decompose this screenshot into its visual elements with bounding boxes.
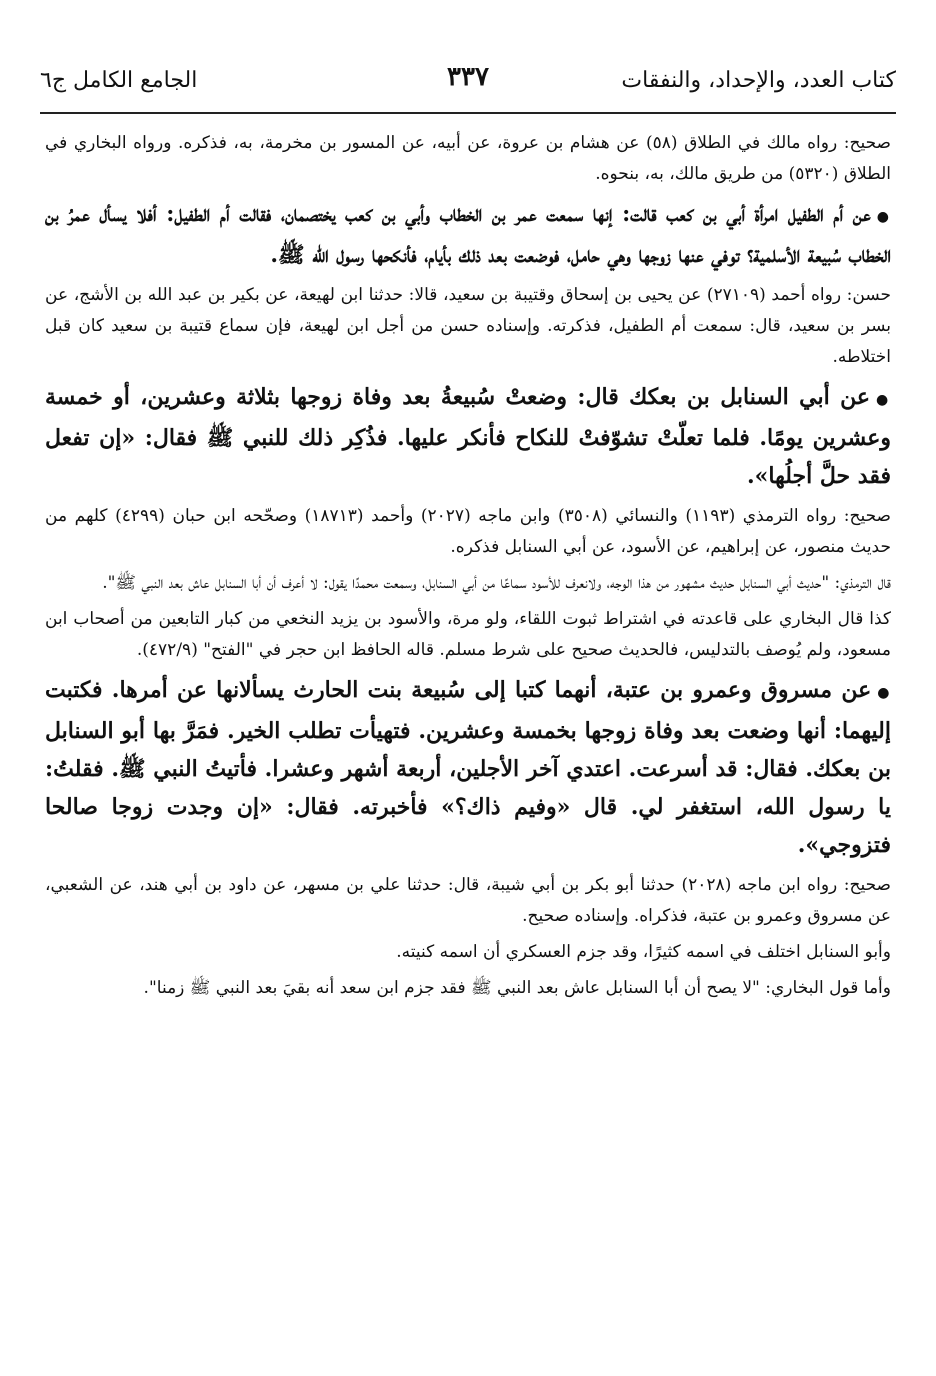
commentary-paragraph: قال الترمذي: "حديث أبي السنابل حديث مشهور من هذا الوجه، ولانعرف للأسود سماعًا من أبي السنابل، وسمعت محمدًا يقول: لا أعرف أن أبا السنابل عاش بعد النبي ﷺ". (102, 573, 891, 593)
hadith-paragraph: ●عن مسروق وعمرو بن عتبة، أنهما كتبا إلى سُبيعة بنت الحارث يسألانها عن أمرها. فكتبت إليهما: أنها وضعت بعد وفاة زوجها بخمسة وعشرين. فتهيأت تطلب الخير. فمَرَّ بها أبو السنابل بن بعكك. فقال: قد أسرعت. اعتدي آخر الأجلين، أربعة أشهر وعشرا. فأتيتُ النبي ﷺ. فقلتُ: يا رسول الله، استغفر لي. قال «وفيم ذاك؟» فأخبرته. فقال: «إن وجدت زوجا صالحا فتزوجي». (45, 677, 891, 858)
book-title: الجامع الكامل ج٦ (40, 68, 198, 93)
hadith-paragraph: ●عن أبي السنابل بن بعكك قال: وضعتْ سُبيعةُ بعد وفاة زوجها بثلاثة وعشرين، أو خمسة وعشرين يومًا. فلما تعلّتْ تشوّفتْ للنكاح فأنكر عليها. فذُكِر ذلك للنبي ﷺ فقال: «إن تفعل فقد حلَّ أجلُها». (45, 384, 891, 489)
takhrij-paragraph: صحيح: رواه مالك في الطلاق (٥٨) عن هشام بن عروة، عن أبيه، عن المسور بن مخرمة، به، فذكره. ورواه البخاري في الطلاق (٥٣٢٠) من طريق مالك، به، بنحوه. (45, 133, 891, 184)
page-body (45, 128, 891, 1009)
bullet-icon: ● (876, 392, 891, 408)
commentary-paragraph: وأبو السنابل اختلف في اسمه كثيرًا، وقد جزم العسكري أن اسمه كنيته. (396, 942, 891, 962)
hadith-paragraph: ●عن أم الطفيل امرأة أبي بن كعب قالت: إنها سمعت عمر بن الخطاب وأبي بن كعب يختصمان، فقالت أم الطفيل: أفلا يسأل عمرُ بن الخطاب سُبيعة الأسلمية؟ توفي عنها زوجها وهي حامل، فوضعت بعد ذلك بأيام، فأنكحها رسول الله ﷺ. (45, 201, 892, 268)
header-rule (40, 112, 896, 114)
takhrij-paragraph: حسن: رواه أحمد (٢٧١٠٩) عن يحيى بن إسحاق وقتيبة بن سعيد، قالا: حدثنا ابن لهيعة، عن بكير بن عبد الله بن الأشج، عن بسر بن سعيد، قال: سمعت أم الطفيل، فذكرته. وإسناده حسن من أجل ابن لهيعة، فإن سماع قتيبة بن سعيد كان قبل اختلاطه. (45, 285, 892, 367)
page-number: ٣٣٧ (447, 62, 489, 92)
takhrij-paragraph: صحيح: رواه ابن ماجه (٢٠٢٨) حدثنا أبو بكر بن أبي شيبة، قال: حدثنا علي بن مسهر، عن داود بن أبي هند، عن الشعبي، عن مسروق وعمرو بن عتبة، فذكراه. وإسناده صحيح. (45, 875, 891, 926)
commentary-paragraph: وأما قول البخاري: "لا يصح أن أبا السنابل عاش بعد النبي ﷺ فقد جزم ابن سعد أنه بقيَ بعد النبي ﷺ زمنا". (143, 978, 891, 998)
bullet-icon: ● (876, 209, 892, 225)
bullet-icon: ● (877, 685, 891, 701)
chapter-title: كتاب العدد، والإحداد، والنفقات (621, 68, 896, 93)
page-header (40, 60, 896, 110)
commentary-paragraph: كذا قال البخاري على قاعدته في اشتراط ثبوت اللقاء، ولو مرة، والأسود بن يزيد النخعي من كبار التابعين من أصحاب ابن مسعود، ولم يُوصف بالتدليس، فالحديث صحيح على شرط مسلم. قاله الحافظ ابن حجر في "الفتح" (٤٧٢/٩). (45, 609, 891, 660)
takhrij-paragraph: صحيح: رواه الترمذي (١١٩٣) والنسائي (٣٥٠٨) وابن ماجه (٢٠٢٧) وأحمد (١٨٧١٣) وصحّحه ابن حبان (٤٢٩٩) كلهم من حديث منصور، عن إبراهيم، عن الأسود، عن أبي السنابل فذكره. (45, 506, 891, 557)
